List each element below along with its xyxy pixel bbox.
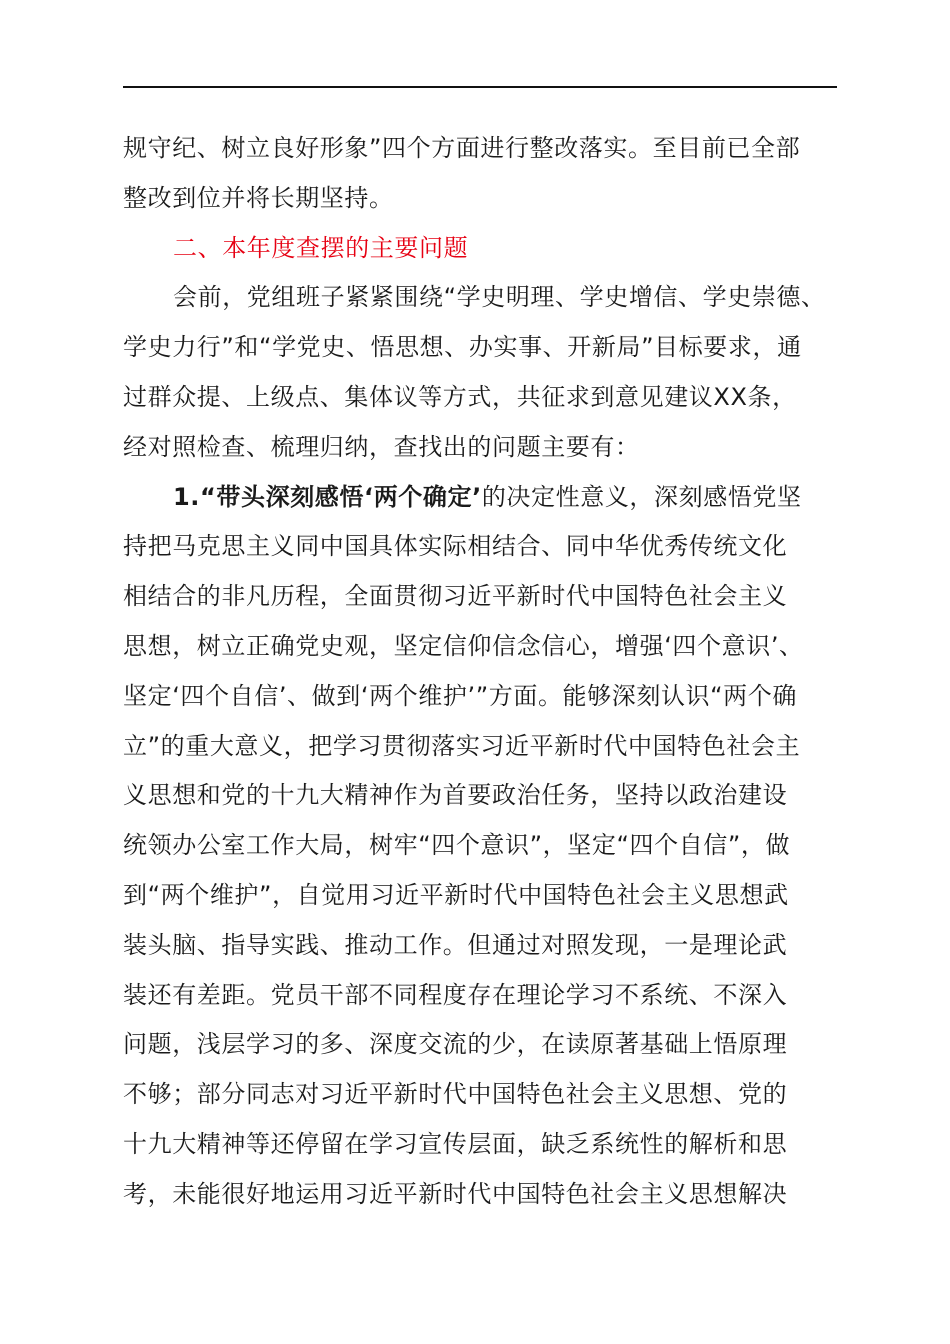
text-line: 立”的重大意义，把学习贯彻落实习近平新时代中国特色社会主 xyxy=(123,731,801,760)
text-line: 到“两个维护”，自觉用习近平新时代中国特色社会主义思想武 xyxy=(123,880,789,909)
text-line: 统领办公室工作大局，树牢“四个意识”，坚定“四个自信”，做 xyxy=(123,831,791,860)
text-line: 问题，浅层学习的多、深度交流的少，在读原著基础上悟原理 xyxy=(123,1030,788,1059)
text-line: 整改到位并将长期坚持。 xyxy=(123,183,394,212)
text-line: 装头脑、指导实践、推动工作。但通过对照发现，一是理论武 xyxy=(123,930,788,959)
document-body xyxy=(123,124,837,1220)
text-line: 持把马克思主义同中国具体实际相结合、同中华优秀传统文化 xyxy=(123,532,788,561)
text-line: 坚定‘四个自信’、做到‘两个维护’”方面。能够深刻认识“两个确 xyxy=(123,681,797,710)
item-1-lead-rest: 的决定性意义，深刻感悟党坚 xyxy=(481,482,802,511)
text-line: 过群众提、上级点、集体议等方式，共征求到意见建议XX条， xyxy=(123,382,797,411)
text-line: 装还有差距。党员干部不同程度存在理论学习不系统、不深入 xyxy=(123,980,788,1009)
text-line: 经对照检查、梳理归纳，查找出的问题主要有： xyxy=(123,432,640,461)
text-line: 义思想和党的十九大精神作为首要政治任务，坚持以政治建设 xyxy=(123,781,788,810)
item-1-lead-line xyxy=(123,473,837,523)
text-line: 思想，树立正确党史观，坚定信仰信念信心，增强‘四个意识’、 xyxy=(123,631,804,660)
header-rule xyxy=(123,86,837,88)
item-1-bold-lead: 1.“带头深刻感悟‘两个确定’ xyxy=(173,482,482,511)
text-line: 规守纪、树立良好形象”四个方面进行整改落实。至目前已全部 xyxy=(123,134,801,162)
text-line: 会前，党组班子紧紧围绕“学史明理、学史增信、学史崇德、 xyxy=(173,283,826,312)
text-line: 学史力行”和“学党史、悟思想、办实事、开新局”目标要求，通 xyxy=(123,333,802,362)
text-line: 相结合的非凡历程，全面贯彻习近平新时代中国特色社会主义 xyxy=(123,582,788,611)
text-line: 十九大精神等还停留在学习宣传层面，缺乏系统性的解析和思 xyxy=(123,1129,788,1158)
text-line: 考，未能很好地运用习近平新时代中国特色社会主义思想解决 xyxy=(123,1179,788,1208)
section-heading: 二、本年度查摆的主要问题 xyxy=(173,233,469,262)
text-line: 不够；部分同志对习近平新时代中国特色社会主义思想、党的 xyxy=(123,1080,788,1109)
